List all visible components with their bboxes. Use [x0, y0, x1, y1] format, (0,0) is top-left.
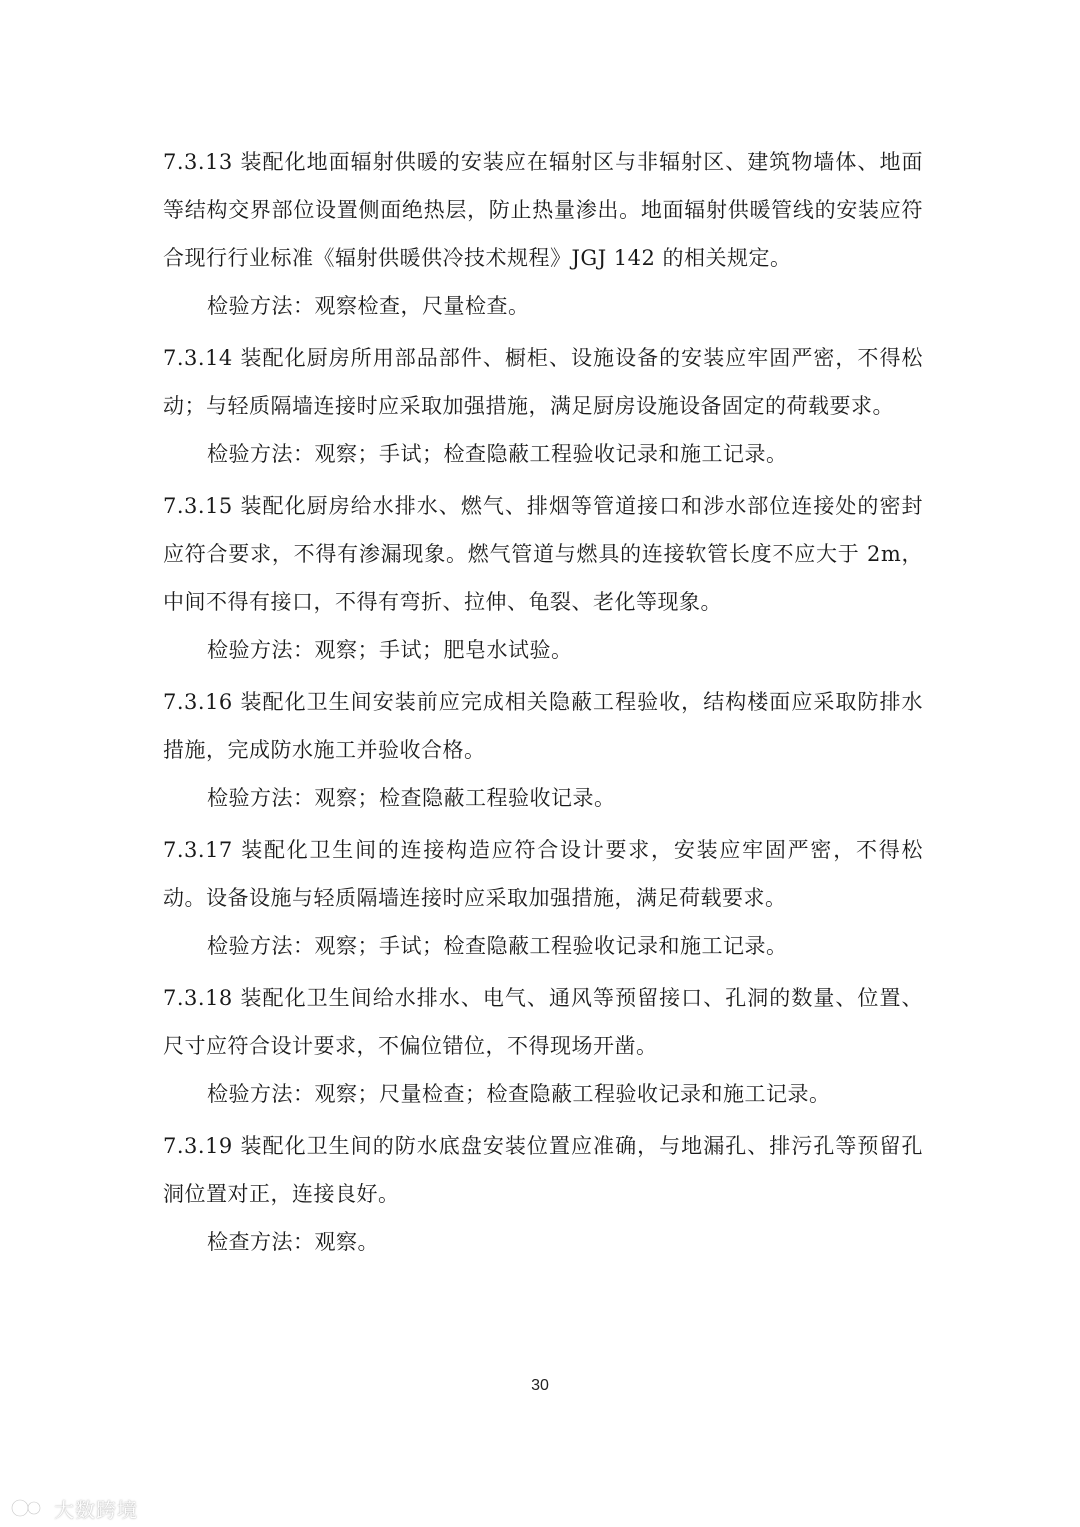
brand-logo-icon — [10, 1497, 48, 1519]
clause-7-3-14: 7.3.14 装配化厨房所用部品部件、橱柜、设施设备的安装应牢固严密，不得松动；与轻质隔墙连接时应采取加强措施，满足厨房设施设备固定的荷载要求。 — [163, 346, 923, 418]
clause-7-3-18: 7.3.18 装配化卫生间给水排水、电气、通风等预留接口、孔洞的数量、位置、尺寸应符合设计要求，不偏位错位，不得现场开凿。 — [163, 986, 923, 1058]
inspection-method: 检验方法：观察检查，尺量检查。 — [207, 294, 530, 318]
document-body — [163, 138, 923, 1270]
clause-7-3-15: 7.3.15 装配化厨房给水排水、燃气、排烟等管道接口和涉水部位连接处的密封应符合要求，不得有渗漏现象。燃气管道与燃具的连接软管长度不应大于 2m，中间不得有接口，不得有弯折、拉伸、龟裂、老化等现象。 — [163, 494, 923, 614]
watermark-text: 大数跨境 — [54, 1497, 138, 1522]
inspection-method: 检验方法：观察；手试；检查隐蔽工程验收记录和施工记录。 — [207, 934, 788, 958]
clause-7-3-13: 7.3.13 装配化地面辐射供暖的安装应在辐射区与非辐射区、建筑物墙体、地面等结构交界部位设置侧面绝热层，防止热量渗出。地面辐射供暖管线的安装应符合现行行业标准《辐射供暖供冷技术规程》JGJ 142 的相关规定。 — [163, 150, 923, 270]
inspection-method: 检验方法：观察；手试；检查隐蔽工程验收记录和施工记录。 — [207, 442, 788, 466]
inspection-method: 检验方法：观察；检查隐蔽工程验收记录。 — [207, 786, 616, 810]
inspection-method: 检验方法：观察；手试；肥皂水试验。 — [207, 638, 573, 662]
clause-7-3-17: 7.3.17 装配化卫生间的连接构造应符合设计要求，安装应牢固严密，不得松动。设备设施与轻质隔墙连接时应采取加强措施，满足荷载要求。 — [163, 838, 923, 910]
clause-7-3-19: 7.3.19 装配化卫生间的防水底盘安装位置应准确，与地漏孔、排污孔等预留孔洞位置对正，连接良好。 — [163, 1134, 923, 1206]
page-number: 30 — [531, 1377, 549, 1394]
watermark — [10, 1495, 138, 1521]
inspection-method: 检验方法：观察；尺量检查；检查隐蔽工程验收记录和施工记录。 — [207, 1082, 831, 1106]
clause-7-3-16: 7.3.16 装配化卫生间安装前应完成相关隐蔽工程验收，结构楼面应采取防排水措施，完成防水施工并验收合格。 — [163, 690, 923, 762]
inspection-method: 检查方法：观察。 — [207, 1230, 379, 1254]
